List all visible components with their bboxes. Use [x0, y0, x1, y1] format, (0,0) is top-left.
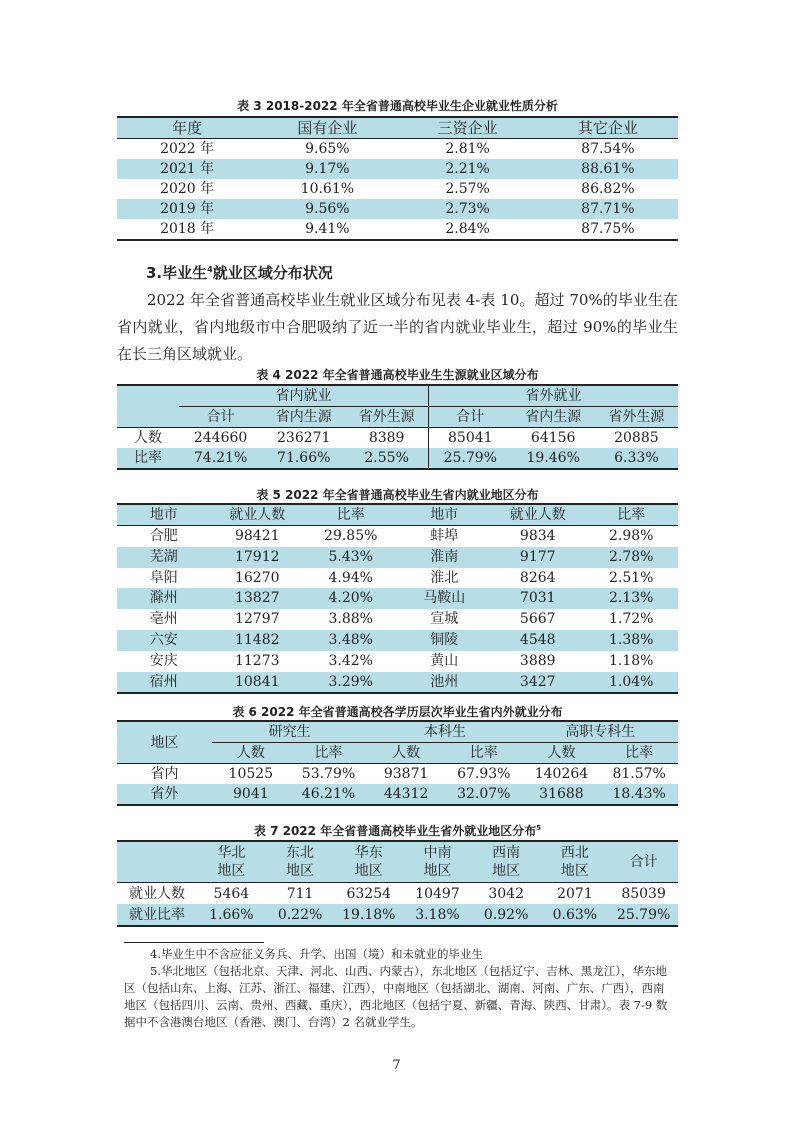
table3-caption: 表 3 2018-2022 年全省普通高校毕业生企业就业性质分析 [237, 99, 558, 113]
table-cell: 53.79% [301, 766, 356, 782]
section-heading [146, 262, 333, 283]
table-cell: 宣城 [430, 611, 459, 628]
group-header: 省外就业 [428, 385, 678, 407]
table-cell: 亳州 [149, 611, 178, 628]
table3-enterprise-nature [117, 116, 678, 241]
table-row [117, 588, 678, 609]
table-cell: 比率 [117, 448, 179, 469]
header-line: 华东 [354, 845, 383, 861]
table-cell: 0.63% [541, 904, 610, 926]
table-cell: 4.20% [304, 588, 398, 609]
footnote-5: 5.华北地区（包括北京、天津、河北、山西、内蒙古），东北地区（包括辽宁、吉林、黑龙江），华东地区（包括山东、上海、江苏、浙江、福建、江西），中南地区（包括湖北、湖南、河南、广东、广西），西南地区（包括四川、云南、贵州、西藏、重庆），西北地区（包括宁夏、新疆、青海、陕西、甘肃）。表 7-9 数据中不含港澳台地区（香港、澳门、台湾）2 名就业学生。 [124, 964, 668, 1029]
table-row [117, 159, 678, 179]
table-row [117, 385, 678, 407]
table-cell: 13827 [211, 588, 305, 609]
table-cell: 244660 [193, 430, 248, 446]
footnote-ref: 4 [207, 265, 213, 274]
table-row [117, 651, 678, 672]
table-cell: 3.18% [403, 904, 472, 926]
table-cell: 0.92% [472, 904, 541, 926]
table-row [117, 139, 678, 160]
column-header: 地市 [117, 504, 211, 526]
table6-caption: 表 6 2022 年全省普通高校各学历层次毕业生省内外就业分布 [232, 705, 563, 719]
table-cell: 87.75% [581, 221, 635, 237]
table-row [117, 179, 678, 199]
heading-text-rest: 就业区域分布状况 [212, 264, 333, 282]
table4-caption: 表 4 2022 年全省普通高校毕业生生源就业区域分布 [256, 368, 539, 382]
table-cell: 淮北 [430, 569, 459, 586]
table-cell: 19.18% [334, 904, 403, 926]
table-cell: 1.72% [609, 611, 654, 628]
table-cell: 1.18% [609, 652, 654, 669]
table-row [117, 609, 678, 630]
table-cell: 3.48% [304, 630, 398, 651]
row-header-label: 地区 [117, 721, 212, 764]
corner-cell [117, 407, 179, 428]
column-header: 比率 [290, 743, 368, 764]
page-number: 7 [392, 1058, 401, 1073]
table-cell: 2020 年 [160, 181, 215, 197]
header-line: 西南 [492, 845, 521, 861]
group-header: 本科生 [367, 721, 522, 743]
table-row [117, 428, 678, 449]
header-line: 地区 [354, 863, 383, 879]
table7-out-province-regions [117, 840, 678, 927]
table-cell: 安庆 [149, 652, 178, 669]
heading-text: 3.毕业生 [146, 264, 208, 282]
table-cell: 省内 [150, 766, 179, 782]
table-cell: 滁州 [117, 588, 211, 609]
table-cell: 140264 [534, 766, 589, 782]
table5-caption: 表 5 2022 年全省普通高校毕业生省内就业地区分布 [256, 488, 539, 502]
table-row [117, 526, 678, 547]
table-row [117, 504, 678, 526]
column-header: 人数 [523, 743, 601, 764]
table-cell: 98421 [234, 528, 280, 544]
table-cell: 3.29% [304, 672, 398, 694]
table-row [117, 547, 678, 568]
table6-education-level [117, 720, 678, 806]
group-header: 省内就业 [179, 385, 428, 407]
table-cell: 31688 [523, 784, 601, 805]
header-line: 中南 [423, 845, 452, 861]
column-header: 省外生源 [595, 407, 678, 428]
table-cell: 64156 [530, 430, 576, 446]
column-header: 省内生源 [512, 407, 595, 428]
table-cell: 0.22% [266, 904, 335, 926]
table-cell: 黄山 [430, 652, 459, 669]
table-cell: 宿州 [117, 672, 211, 694]
table-row [117, 784, 678, 805]
table-cell: 9.65% [305, 141, 350, 157]
column-header [403, 841, 472, 883]
table-cell: 人数 [134, 430, 162, 446]
table4-source-region [117, 384, 678, 470]
table-cell: 2.55% [345, 448, 428, 469]
table-row [117, 199, 678, 219]
table-cell: 9.17% [257, 159, 397, 179]
table-row [117, 630, 678, 651]
table-cell: 67.93% [457, 766, 511, 782]
table-cell: 44312 [367, 784, 445, 805]
table-cell: 3042 [488, 885, 524, 902]
table-cell: 6.33% [595, 448, 678, 469]
table-cell: 63254 [346, 885, 392, 902]
header-line: 西北 [560, 845, 589, 861]
table-cell: 93871 [383, 766, 429, 782]
column-header: 三资企业 [398, 117, 538, 139]
table-row [117, 448, 678, 469]
table-cell: 合肥 [149, 528, 178, 544]
table-cell: 9.41% [305, 221, 350, 237]
footnote-4: 4.毕业生中不含应征义务兵、升学、出国（境）和未就业的毕业生 [150, 947, 483, 961]
column-header: 比率 [585, 504, 679, 526]
group-header: 研究生 [212, 721, 367, 743]
table-cell: 711 [286, 885, 314, 902]
table-cell: 8264 [519, 569, 556, 586]
column-header: 比率 [304, 504, 398, 526]
table-cell: 2019 年 [117, 199, 257, 219]
table-cell: 16270 [234, 569, 280, 586]
group-header: 高职专科生 [523, 721, 678, 743]
table-cell: 9041 [212, 784, 290, 805]
footnote-divider [124, 942, 264, 943]
table-cell: 19.46% [512, 448, 595, 469]
table-cell: 11482 [211, 630, 305, 651]
footnote-ref: 5 [536, 824, 542, 832]
table-cell: 8389 [368, 430, 405, 446]
table-cell: 18.43% [600, 784, 678, 805]
table-cell: 236271 [277, 430, 331, 446]
table-row [117, 568, 678, 589]
header-line: 东北 [286, 845, 315, 861]
column-header: 比率 [445, 743, 523, 764]
column-header: 就业人数 [211, 504, 305, 526]
table-cell: 省外 [117, 784, 212, 805]
column-header: 其它企业 [538, 117, 678, 139]
table-cell: 81.57% [612, 766, 666, 782]
table-cell: 3889 [519, 652, 556, 669]
table-cell: 88.61% [538, 159, 678, 179]
table-cell: 71.66% [262, 448, 345, 469]
table-cell: 5.43% [304, 547, 398, 568]
column-header [334, 841, 403, 883]
table-cell: 淮南 [398, 547, 492, 568]
table-cell: 4.94% [328, 569, 373, 586]
table-cell: 就业比率 [117, 904, 197, 926]
table-cell: 20885 [614, 430, 659, 446]
header-line: 地区 [217, 863, 246, 879]
table-cell: 32.07% [445, 784, 523, 805]
table-cell: 7031 [491, 588, 585, 609]
table-cell: 9.56% [257, 199, 397, 219]
header-line: 地区 [423, 863, 452, 879]
header-line: 地区 [560, 863, 589, 879]
corner-cell [117, 841, 197, 883]
table-cell: 17912 [211, 547, 305, 568]
table-cell: 25.79% [428, 448, 511, 469]
column-header: 省内生源 [262, 407, 345, 428]
table-cell: 就业人数 [129, 885, 185, 902]
table-cell: 87.71% [538, 199, 678, 219]
table5-in-province-cities [117, 503, 678, 694]
table-cell: 29.85% [324, 528, 378, 544]
column-header: 比率 [600, 743, 678, 764]
table-cell: 10497 [415, 885, 460, 902]
table-cell: 马鞍山 [398, 588, 492, 609]
column-header: 人数 [367, 743, 445, 764]
header-line: 地区 [286, 863, 315, 879]
table-cell: 铜陵 [398, 630, 492, 651]
table-cell: 2.98% [609, 528, 654, 544]
table-cell: 芜湖 [117, 547, 211, 568]
table-cell: 2.81% [445, 141, 490, 157]
table-cell: 10841 [211, 672, 305, 694]
table-row [117, 904, 678, 926]
table-cell: 10525 [228, 766, 274, 782]
column-header: 合计 [428, 407, 511, 428]
table-row [117, 219, 678, 240]
table-cell: 3.88% [328, 611, 373, 628]
column-header: 省外生源 [345, 407, 428, 428]
section-paragraph: 2022 年全省普通高校毕业生就业区域分布见表 4-表 10。超过 70%的毕业生在省内就业，省内地级市中合肥吸纳了近一半的省内就业毕业生，超过 90%的毕业生在长三角区域就业。 [117, 291, 678, 363]
table-cell: 2.73% [398, 199, 538, 219]
table-cell: 1.66% [197, 904, 266, 926]
table-cell: 2.51% [609, 569, 654, 586]
table-cell: 1.04% [585, 672, 679, 694]
table-row [117, 672, 678, 694]
table-cell: 3427 [491, 672, 585, 694]
table-cell: 10.61% [300, 181, 355, 197]
table-cell: 蚌埠 [430, 528, 459, 544]
header-line: 地区 [492, 863, 521, 879]
column-header [266, 841, 335, 883]
header-line: 华北 [217, 845, 246, 861]
table-cell: 2071 [557, 885, 593, 902]
column-header: 人数 [212, 743, 290, 764]
table-row [117, 883, 678, 905]
table-cell: 25.79% [609, 904, 678, 926]
table-cell: 87.54% [581, 141, 635, 157]
table-cell: 六安 [117, 630, 211, 651]
table7-caption [117, 822, 678, 839]
table-cell: 11273 [234, 652, 280, 669]
table-cell: 5667 [519, 611, 556, 628]
column-header: 年度 [117, 117, 257, 139]
table-cell: 9177 [491, 547, 585, 568]
table-cell: 2.57% [445, 181, 490, 197]
column-header [472, 841, 541, 883]
table-cell: 4548 [491, 630, 585, 651]
column-header: 就业人数 [491, 504, 585, 526]
table-cell: 85041 [428, 428, 511, 449]
column-header [541, 841, 610, 883]
table-cell: 46.21% [290, 784, 368, 805]
table-cell: 5464 [213, 885, 250, 902]
table-cell: 2018 年 [160, 221, 215, 237]
table-cell: 74.21% [179, 448, 262, 469]
table-row [117, 721, 678, 743]
table-row [117, 407, 678, 428]
column-header [197, 841, 266, 883]
table-cell: 85039 [621, 885, 666, 902]
corner-cell [117, 385, 179, 407]
caption-text: 表 7 2022 年全省普通高校毕业生省外就业地区分布 [253, 824, 537, 838]
table-cell: 1.38% [585, 630, 679, 651]
table-cell: 86.82% [581, 181, 635, 197]
table-cell: 2.84% [445, 221, 490, 237]
table-cell: 阜阳 [149, 569, 178, 586]
table-cell: 2.13% [585, 588, 679, 609]
table-cell: 9834 [519, 528, 556, 544]
table-cell: 2022 年 [160, 141, 215, 157]
column-header: 合计 [609, 841, 678, 883]
table-row [117, 841, 678, 883]
table-row [117, 764, 678, 785]
table-cell: 2.21% [398, 159, 538, 179]
column-header: 国有企业 [257, 117, 397, 139]
column-header: 地市 [398, 504, 492, 526]
table-cell: 2.78% [585, 547, 679, 568]
table-cell: 池州 [398, 672, 492, 694]
table-cell: 12797 [234, 611, 280, 628]
column-header: 合计 [179, 407, 262, 428]
table-row [117, 117, 678, 139]
table-cell: 2021 年 [117, 159, 257, 179]
table-cell: 3.42% [328, 652, 373, 669]
